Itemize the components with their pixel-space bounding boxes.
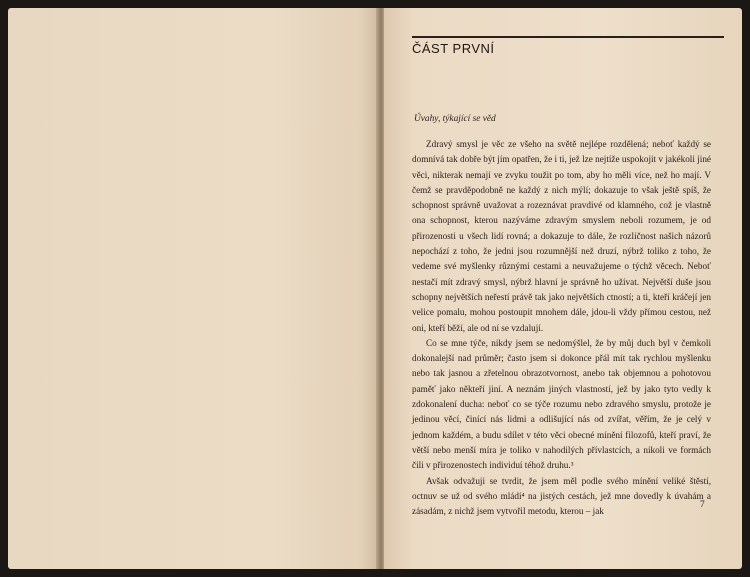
section-title: Úvahy, týkající se věd [414, 114, 496, 124]
paragraph-1: Zdravý smysl je věc ze všeho na světě nejlépe rozdělená; neboť každý se domnívá tak dobře být jím opatřen, že i ti, jež lze nejtíže uspokojit v jakékoli jiné věci, nikterak nemají ve zvyku toužit po tom, aby ho měli více, než ho mají. V čemž se pravděpodobně ne každý z nich mýlí; dokazuje to však ještě spíš, že schopnost správně uvažovat a rozeznávat pravdivé od klamného, což je vlastně ona schopnost, kterou nazýváme zdravým smyslem neboli rozumem, je od přirozenosti u všech lidí rovná; a dokazuje to dále, že rozličnost našich názorů nepochází z toho, že jedni jsou rozumnější než druzí, nýbrž toliko z toho, že vedeme své myšlenky různými cestami a neuvažujeme o týchž věcech. Neboť nestačí mít zdravý smysl, nýbrž hlavní je správně ho užívat. Největší duše jsou schopny největších neřestí právě tak jako největších ctností; a ti, kteří kráčejí jen velice pomalu, mohou postoupit mnohem dále, jdou-li vždy přímou cestou, než oni, kteří běží, ale od ní se vzdalují. [412, 139, 711, 333]
paragraph-2: Co se mne týče, nikdy jsem se nedomýšlel, že by můj duch byl v čemkoli dokonalejší nad průměr; často jsem si dokonce přál mít tak rychlou myšlenku nebo tak jasnou a zřetelnou obrazotvornost, anebo tak objemnou a pohotovou paměť jako někteří jiní. A neznám jiných vlastností, jež by jako tyto vedly k zdokonalení ducha: neboť co se týče rozumu nebo zdravého smyslu, protože je jedinou věcí, činící nás lidmi a odlišující nás od zvířat, věřím, že je celý v jednom každém, a budu sdílet v této věci obecné mínění filozofů, kteří praví, že větší nebo menší míra je toliko v nahodilých přívlastcích, a nikoli ve formách čili v přirozenostech individuí téhož druhu.³ [412, 337, 711, 471]
body-text [412, 137, 711, 519]
left-page-blank [8, 8, 380, 569]
paragraph-3: Avšak odvažuji se tvrdit, že jsem měl podle svého mínění veliké štěstí, octnuv se už od svého mládí⁴ na jistých cestách, jež mne dovedly k úvahám a zásadám, z nichž jsem vytvořil metodu, kterou – jak [412, 475, 711, 517]
header-rule [412, 36, 724, 38]
page-number: 7 [700, 500, 705, 510]
part-title: ČÁST PRVNÍ [412, 41, 495, 56]
